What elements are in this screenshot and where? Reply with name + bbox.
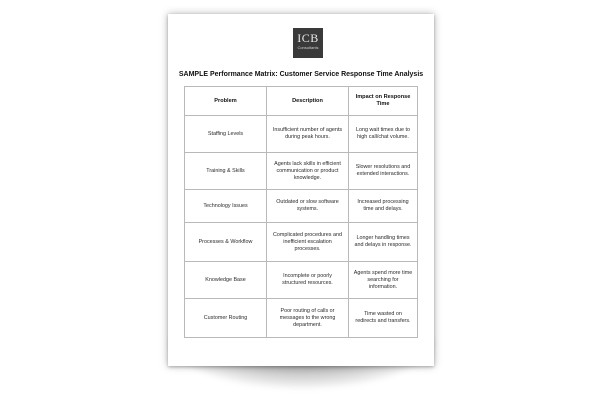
cell-problem: Technology Issues xyxy=(185,190,267,223)
table-row xyxy=(185,153,418,190)
cell-problem: Training & Skills xyxy=(185,153,267,190)
table-row xyxy=(185,262,418,299)
cell-description: Agents lack skills in efficient communication or product knowledge. xyxy=(267,153,349,190)
cell-description: Incomplete or poorly structured resources. xyxy=(267,262,349,299)
document-sheet xyxy=(168,14,434,366)
cell-impact: Slower resolutions and extended interactions. xyxy=(349,153,418,190)
cell-problem: Staffing Levels xyxy=(185,116,267,153)
table-row xyxy=(185,223,418,262)
header-problem: Problem xyxy=(185,87,267,116)
cell-impact: Long wait times due to high call/chat volume. xyxy=(349,116,418,153)
cell-impact: Longer handling times and delays in response. xyxy=(349,223,418,262)
performance-matrix-table xyxy=(184,86,418,338)
document-title: SAMPLE Performance Matrix: Customer Service Response Time Analysis xyxy=(178,71,424,78)
table-row xyxy=(185,299,418,338)
header-impact: Impact on Response Time xyxy=(349,87,418,116)
cell-impact: Agents spend more time searching for information. xyxy=(349,262,418,299)
table-row xyxy=(185,116,418,153)
table-header-row xyxy=(185,87,418,116)
cell-description: Insufficient number of agents during peak hours. xyxy=(267,116,349,153)
logo-subtext: Consultants xyxy=(297,45,319,50)
table-row xyxy=(185,190,418,223)
cell-description: Poor routing of calls or messages to the wrong department. xyxy=(267,299,349,338)
company-logo xyxy=(293,28,323,58)
cell-description: Complicated procedures and inefficient escalation processes. xyxy=(267,223,349,262)
cell-problem: Knowledge Base xyxy=(185,262,267,299)
cell-problem: Customer Routing xyxy=(185,299,267,338)
cell-description: Outdated or slow software systems. xyxy=(267,190,349,223)
cell-problem: Processes & Workflow xyxy=(185,223,267,262)
logo-mark: ICB xyxy=(297,31,319,45)
cell-impact: Time wasted on redirects and transfers. xyxy=(349,299,418,338)
header-description: Description xyxy=(267,87,349,116)
cell-impact: Increased processing time and delays. xyxy=(349,190,418,223)
